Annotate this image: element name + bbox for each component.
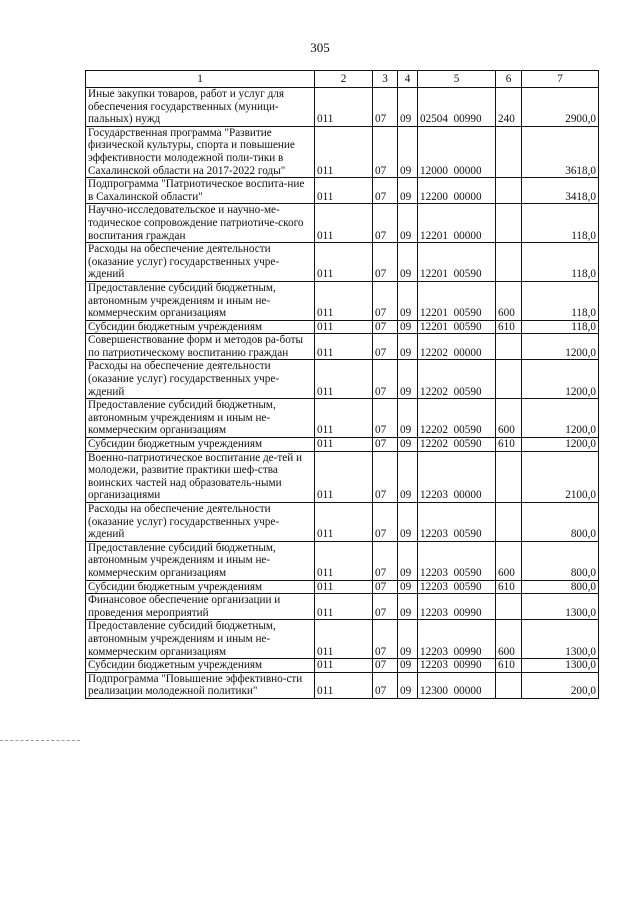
cell-name: Субсидии бюджетным учреждениям bbox=[86, 438, 315, 452]
cell-vr bbox=[496, 178, 522, 204]
cell-sec: 07 bbox=[373, 320, 398, 334]
table-row bbox=[86, 399, 599, 438]
table-row bbox=[86, 281, 599, 320]
cell-vr: 610 bbox=[496, 659, 522, 673]
cell-sub: 09 bbox=[398, 672, 418, 698]
cell-vr: 600 bbox=[496, 281, 522, 320]
cell-sub: 09 bbox=[398, 281, 418, 320]
table-row bbox=[86, 360, 599, 399]
cell-amount: 1300,0 bbox=[522, 620, 599, 659]
table-row bbox=[86, 672, 599, 698]
column-header: 1 bbox=[86, 71, 315, 88]
cell-code: 011 bbox=[315, 204, 373, 243]
cell-vr: 600 bbox=[496, 541, 522, 580]
cell-code: 011 bbox=[315, 320, 373, 334]
cell-csr: 12203 00590 bbox=[418, 503, 496, 542]
cell-name: Предоставление субсидий бюджетным, автономным учреждениям и иным не-коммерческим организациям bbox=[86, 541, 315, 580]
cell-name: Субсидии бюджетным учреждениям bbox=[86, 320, 315, 334]
cell-vr: 610 bbox=[496, 580, 522, 594]
cell-amount: 118,0 bbox=[522, 281, 599, 320]
cell-code: 011 bbox=[315, 126, 373, 177]
cell-sec: 07 bbox=[373, 243, 398, 282]
cell-sub: 09 bbox=[398, 451, 418, 502]
cell-csr: 12203 00990 bbox=[418, 594, 496, 620]
cell-sec: 07 bbox=[373, 360, 398, 399]
cell-sec: 07 bbox=[373, 281, 398, 320]
cell-csr: 12200 00000 bbox=[418, 178, 496, 204]
cell-sec: 07 bbox=[373, 88, 398, 127]
table-row bbox=[86, 541, 599, 580]
cell-amount: 800,0 bbox=[522, 580, 599, 594]
cell-vr bbox=[496, 360, 522, 399]
cell-name: Предоставление субсидий бюджетным, автономным учреждениям и иным не-коммерческим организациям bbox=[86, 281, 315, 320]
table-row bbox=[86, 451, 599, 502]
cell-sec: 07 bbox=[373, 594, 398, 620]
cell-amount: 800,0 bbox=[522, 541, 599, 580]
cell-sec: 07 bbox=[373, 541, 398, 580]
cell-code: 011 bbox=[315, 672, 373, 698]
table-row bbox=[86, 594, 599, 620]
cell-amount: 3618,0 bbox=[522, 126, 599, 177]
cell-sec: 07 bbox=[373, 178, 398, 204]
cell-code: 011 bbox=[315, 399, 373, 438]
cell-sec: 07 bbox=[373, 659, 398, 673]
column-header: 2 bbox=[315, 71, 373, 88]
cell-amount: 1200,0 bbox=[522, 334, 599, 360]
cell-amount: 200,0 bbox=[522, 672, 599, 698]
cell-csr: 12203 00990 bbox=[418, 620, 496, 659]
cell-name: Субсидии бюджетным учреждениям bbox=[86, 580, 315, 594]
cell-amount: 1200,0 bbox=[522, 360, 599, 399]
cell-sec: 07 bbox=[373, 620, 398, 659]
cell-csr: 12201 00590 bbox=[418, 243, 496, 282]
cell-name: Расходы на обеспечение деятельности (оказание услуг) государственных учре-ждений bbox=[86, 360, 315, 399]
cell-sub: 09 bbox=[398, 178, 418, 204]
cell-amount: 800,0 bbox=[522, 503, 599, 542]
cell-vr bbox=[496, 334, 522, 360]
table-row bbox=[86, 178, 599, 204]
cell-sub: 09 bbox=[398, 334, 418, 360]
cell-name: Иные закупки товаров, работ и услуг для обеспечения государственных (муници-пальных) нужд bbox=[86, 88, 315, 127]
cell-csr: 12202 00590 bbox=[418, 360, 496, 399]
cell-code: 011 bbox=[315, 281, 373, 320]
cell-csr: 12300 00000 bbox=[418, 672, 496, 698]
cell-sub: 09 bbox=[398, 126, 418, 177]
cell-sub: 09 bbox=[398, 438, 418, 452]
table-row bbox=[86, 620, 599, 659]
cell-sub: 09 bbox=[398, 620, 418, 659]
column-header: 7 bbox=[522, 71, 599, 88]
cell-sub: 09 bbox=[398, 580, 418, 594]
cell-code: 011 bbox=[315, 88, 373, 127]
cell-vr bbox=[496, 594, 522, 620]
cell-code: 011 bbox=[315, 360, 373, 399]
cell-csr: 12202 00590 bbox=[418, 399, 496, 438]
cell-name: Совершенствование форм и методов ра-боты по патриотическому воспитанию граждан bbox=[86, 334, 315, 360]
cell-sec: 07 bbox=[373, 580, 398, 594]
cell-csr: 12000 00000 bbox=[418, 126, 496, 177]
cell-code: 011 bbox=[315, 178, 373, 204]
cell-code: 011 bbox=[315, 243, 373, 282]
cell-vr bbox=[496, 204, 522, 243]
table-row bbox=[86, 334, 599, 360]
header-row bbox=[86, 71, 599, 88]
column-header: 4 bbox=[398, 71, 418, 88]
cell-vr bbox=[496, 243, 522, 282]
table-row bbox=[86, 243, 599, 282]
table-row bbox=[86, 204, 599, 243]
cell-code: 011 bbox=[315, 659, 373, 673]
cell-vr: 600 bbox=[496, 399, 522, 438]
table-row bbox=[86, 126, 599, 177]
cell-sec: 07 bbox=[373, 438, 398, 452]
column-header: 6 bbox=[496, 71, 522, 88]
scan-margin-line bbox=[0, 740, 80, 741]
cell-csr: 12203 00000 bbox=[418, 451, 496, 502]
cell-name: Расходы на обеспечение деятельности (оказание услуг) государственных учре-ждений bbox=[86, 503, 315, 542]
cell-sub: 09 bbox=[398, 399, 418, 438]
cell-amount: 118,0 bbox=[522, 204, 599, 243]
cell-amount: 1300,0 bbox=[522, 659, 599, 673]
table-row bbox=[86, 580, 599, 594]
cell-vr: 240 bbox=[496, 88, 522, 127]
cell-code: 011 bbox=[315, 594, 373, 620]
cell-sec: 07 bbox=[373, 334, 398, 360]
cell-code: 011 bbox=[315, 503, 373, 542]
cell-csr: 02504 00990 bbox=[418, 88, 496, 127]
cell-vr bbox=[496, 672, 522, 698]
cell-sub: 09 bbox=[398, 541, 418, 580]
cell-name: Предоставление субсидий бюджетным, автономным учреждениям и иным не-коммерческим организациям bbox=[86, 399, 315, 438]
cell-name: Финансовое обеспечение организации и проведения мероприятий bbox=[86, 594, 315, 620]
cell-name: Предоставление субсидий бюджетным, автономным учреждениям и иным не-коммерческим организациям bbox=[86, 620, 315, 659]
cell-csr: 12202 00000 bbox=[418, 334, 496, 360]
cell-name: Подпрограмма "Повышение эффективно-сти реализации молодежной политики" bbox=[86, 672, 315, 698]
table-row bbox=[86, 438, 599, 452]
cell-sub: 09 bbox=[398, 360, 418, 399]
cell-amount: 1300,0 bbox=[522, 594, 599, 620]
cell-vr bbox=[496, 126, 522, 177]
page-number: 305 bbox=[310, 40, 330, 55]
cell-csr: 12201 00000 bbox=[418, 204, 496, 243]
cell-sec: 07 bbox=[373, 126, 398, 177]
cell-sec: 07 bbox=[373, 451, 398, 502]
column-header: 5 bbox=[418, 71, 496, 88]
table-row bbox=[86, 503, 599, 542]
cell-code: 011 bbox=[315, 620, 373, 659]
cell-vr bbox=[496, 503, 522, 542]
cell-sub: 09 bbox=[398, 243, 418, 282]
cell-name: Научно-исследовательское и научно-ме-тодическое сопровождение патриотиче-ского воспитания граждан bbox=[86, 204, 315, 243]
cell-sub: 09 bbox=[398, 320, 418, 334]
cell-code: 011 bbox=[315, 438, 373, 452]
cell-csr: 12201 00590 bbox=[418, 281, 496, 320]
cell-amount: 2900,0 bbox=[522, 88, 599, 127]
cell-sec: 07 bbox=[373, 204, 398, 243]
cell-code: 011 bbox=[315, 580, 373, 594]
cell-csr: 12201 00590 bbox=[418, 320, 496, 334]
cell-csr: 12203 00590 bbox=[418, 580, 496, 594]
cell-sub: 09 bbox=[398, 204, 418, 243]
cell-amount: 118,0 bbox=[522, 243, 599, 282]
cell-code: 011 bbox=[315, 334, 373, 360]
cell-amount: 3418,0 bbox=[522, 178, 599, 204]
cell-amount: 118,0 bbox=[522, 320, 599, 334]
cell-sec: 07 bbox=[373, 672, 398, 698]
cell-name: Субсидии бюджетным учреждениям bbox=[86, 659, 315, 673]
cell-csr: 12203 00590 bbox=[418, 541, 496, 580]
table-row bbox=[86, 320, 599, 334]
cell-csr: 12203 00990 bbox=[418, 659, 496, 673]
cell-amount: 1200,0 bbox=[522, 399, 599, 438]
cell-name: Подпрограмма "Патриотическое воспита-ние в Сахалинской области" bbox=[86, 178, 315, 204]
table-row bbox=[86, 659, 599, 673]
cell-sub: 09 bbox=[398, 88, 418, 127]
cell-name: Расходы на обеспечение деятельности (оказание услуг) государственных учре-ждений bbox=[86, 243, 315, 282]
cell-vr: 610 bbox=[496, 438, 522, 452]
cell-name: Государственная программа "Развитие физической культуры, спорта и повышение эффективности молодежной поли-тики в Сахалинской области на 2017-2022 годы" bbox=[86, 126, 315, 177]
cell-amount: 2100,0 bbox=[522, 451, 599, 502]
cell-csr: 12202 00590 bbox=[418, 438, 496, 452]
cell-sub: 09 bbox=[398, 503, 418, 542]
cell-code: 011 bbox=[315, 451, 373, 502]
cell-vr: 600 bbox=[496, 620, 522, 659]
cell-vr: 610 bbox=[496, 320, 522, 334]
cell-name: Военно-патриотическое воспитание де-тей и молодежи, развитие практики шеф-ства воинских частей над образователь-ными организациями bbox=[86, 451, 315, 502]
cell-sub: 09 bbox=[398, 659, 418, 673]
cell-vr bbox=[496, 451, 522, 502]
cell-amount: 1200,0 bbox=[522, 438, 599, 452]
table-body bbox=[86, 88, 599, 699]
cell-code: 011 bbox=[315, 541, 373, 580]
cell-sec: 07 bbox=[373, 503, 398, 542]
cell-sec: 07 bbox=[373, 399, 398, 438]
budget-table bbox=[85, 70, 599, 699]
column-header: 3 bbox=[373, 71, 398, 88]
cell-sub: 09 bbox=[398, 594, 418, 620]
table-row bbox=[86, 88, 599, 127]
